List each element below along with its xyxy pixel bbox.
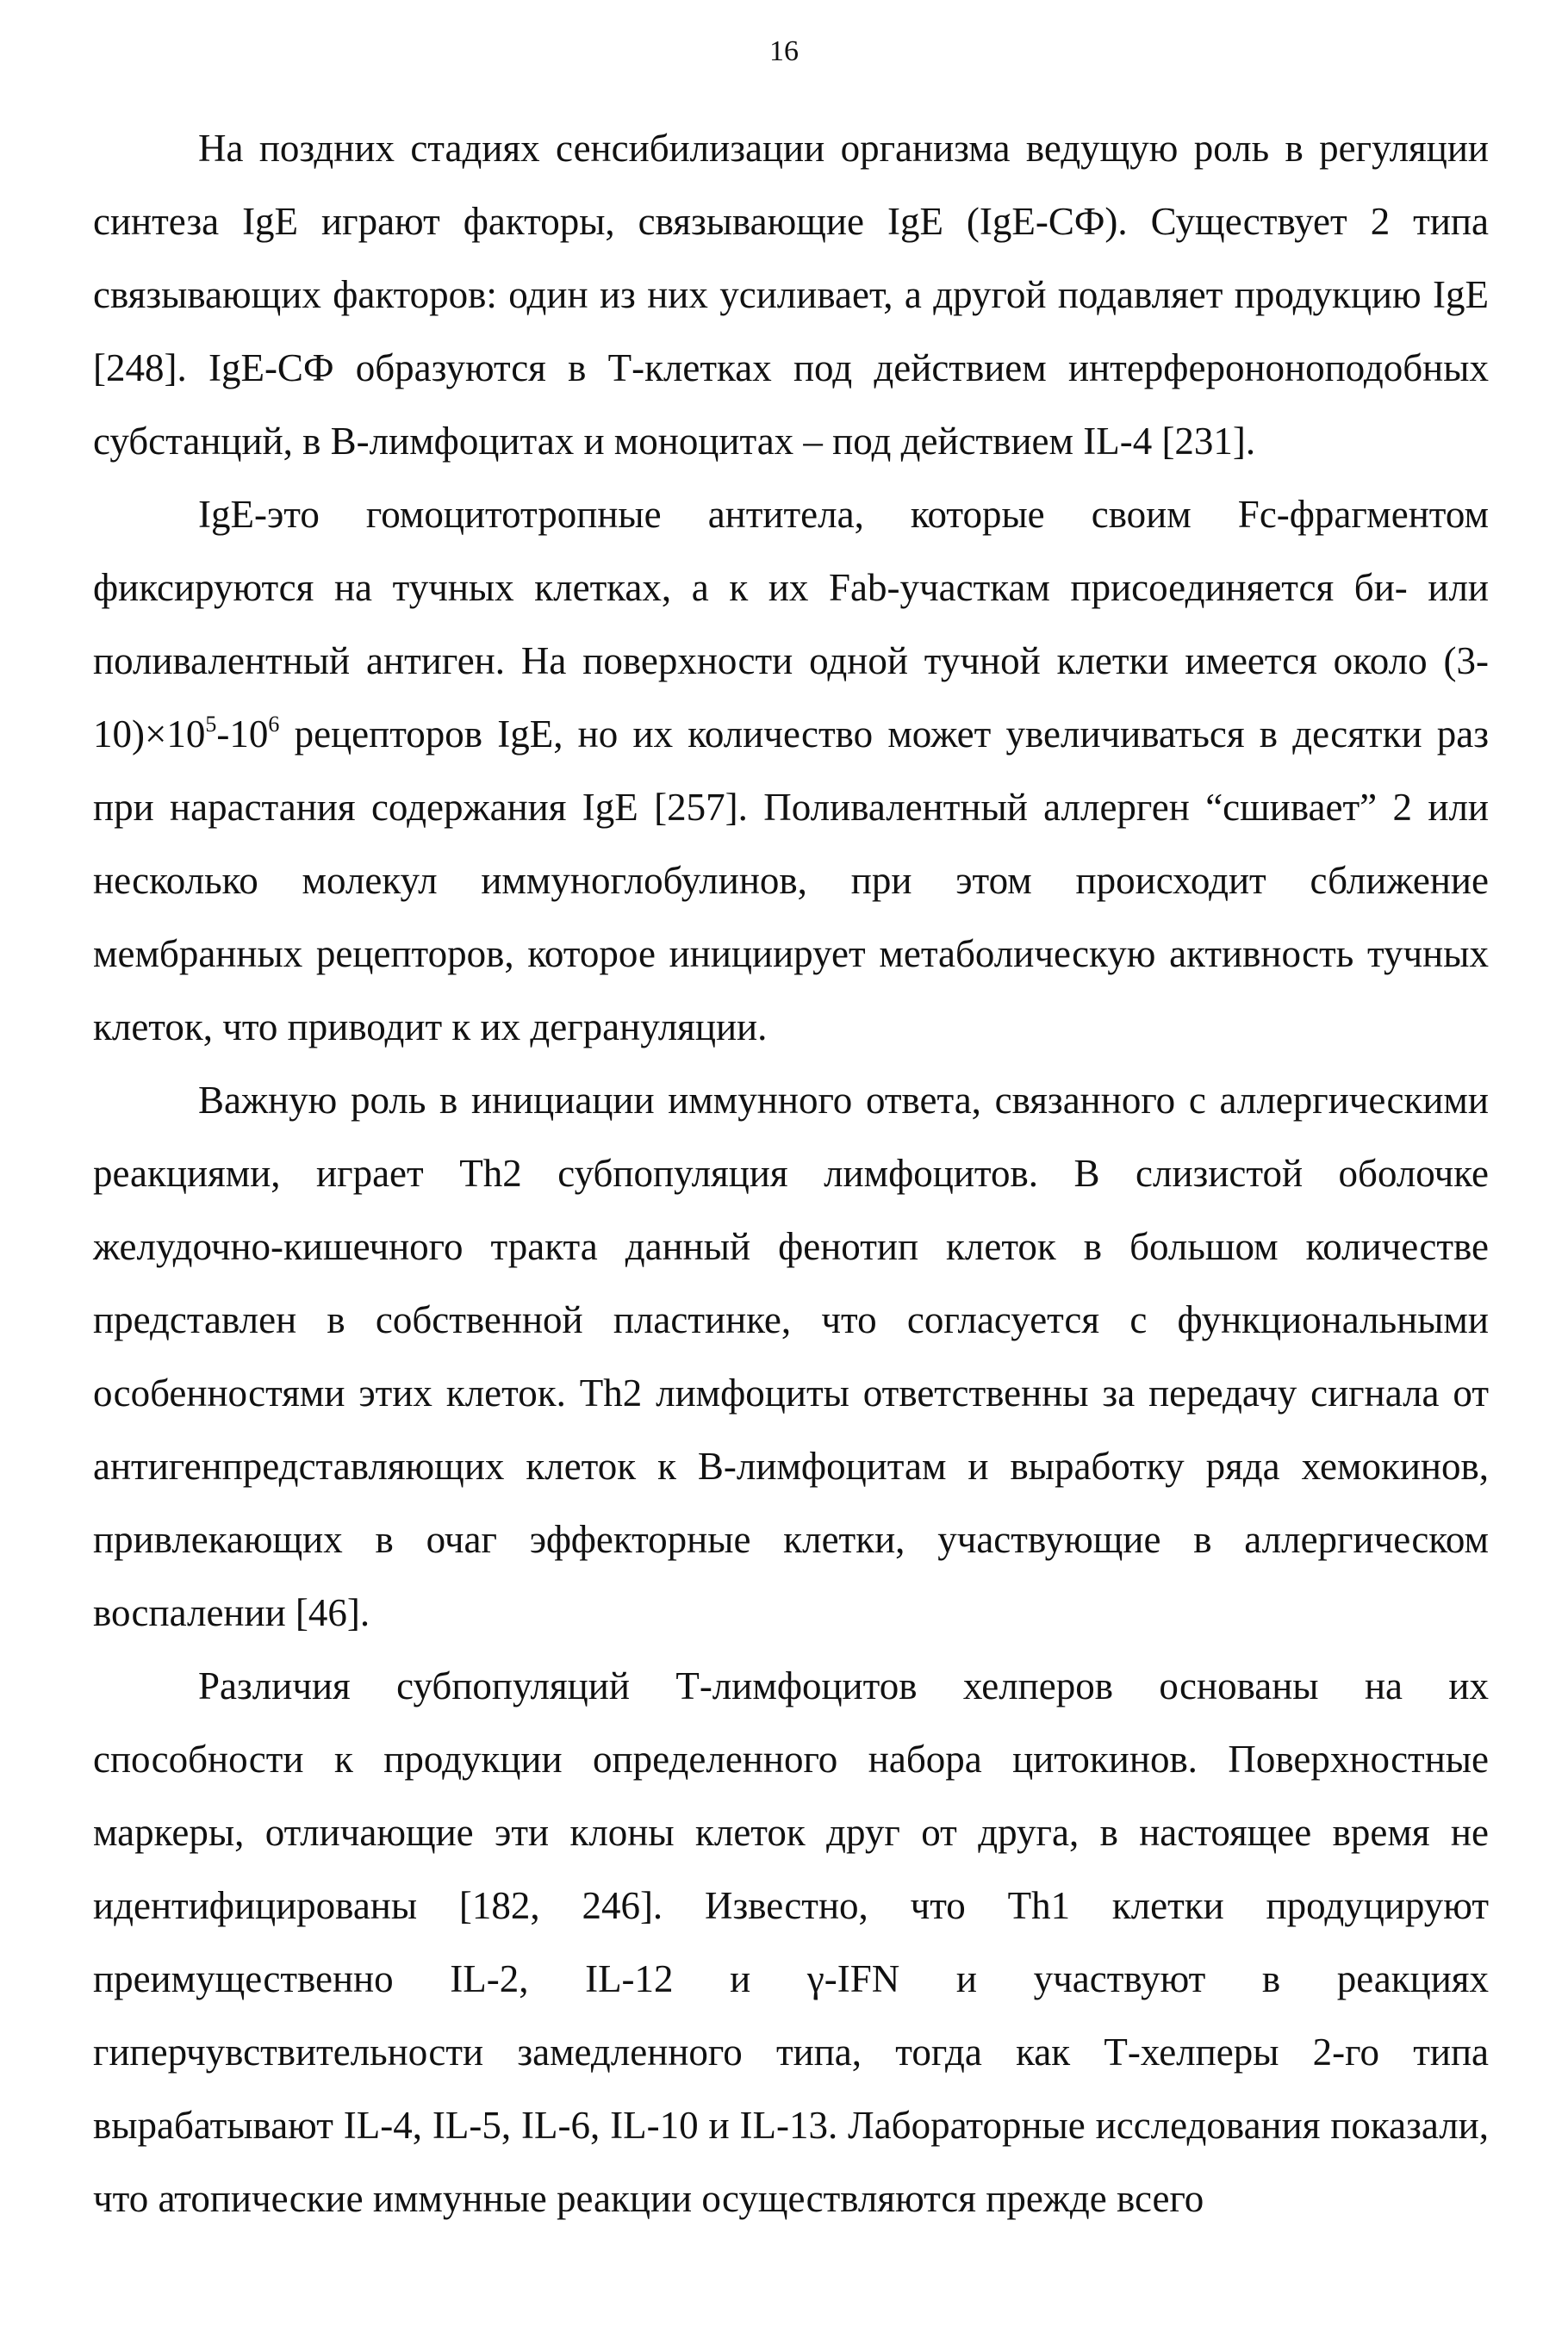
page-number: 16 <box>769 35 799 67</box>
paragraph <box>93 1064 1489 1650</box>
paragraph-text: -10 <box>216 712 269 756</box>
paragraph-text: На поздних стадиях сенсибилизации организма ведущую роль в регуляции синтеза IgE играют факторы, связывающие IgE (IgE-СФ). Существует 2 типа связывающих факторов: один из них усиливает, а другой подавляет продукцию IgE [248]. IgE-СФ образуются в Т-клетках под действием интерферононоподобных субстанций, в В-лимфоцитах и моноцитах – под действием IL-4 [231]. <box>93 127 1489 463</box>
paragraph <box>93 1650 1489 2236</box>
paragraph <box>93 478 1489 1064</box>
superscript: 6 <box>268 712 280 737</box>
body-text <box>93 112 1489 2236</box>
paragraph-text: Различия субпопуляций Т-лимфоцитов хелперов основаны на их способности к продукции определенного набора цитокинов. Поверхностные маркеры, отличающие эти клоны клеток друг от друга, в настоящее время не идентифицированы [182, 246]. Известно, что Th1 клетки продуцируют преимущественно IL-2, IL-12 и γ-IFN и участвуют в реакциях гиперчувствительности замедленного типа, тогда как Т-хелперы 2-го типа вырабатывают IL-4, IL-5, IL-6, IL-10 и IL-13. Лабораторные исследования показали, что атопические иммунные реакции осуществляются прежде всего <box>93 1664 1489 2220</box>
paragraph-text: Важную роль в инициации иммунного ответа, связанного с аллергическими реакциями, играет Th2 субпопуляция лимфоцитов. В слизистой оболочке желудочно-кишечного тракта данный фенотип клеток в большом количестве представлен в собственной пластинке, что согласуется с функциональными особенностями этих клеток. Th2 лимфоциты ответственны за передачу сигнала от антигенпредставляющих клеток к В-лимфоцитам и выработку ряда хемокинов, привлекающих в очаг эффекторные клетки, участвующие в аллергическом воспалении [46]. <box>93 1079 1489 1634</box>
paragraph-text: рецепторов IgE, но их количество может увеличиваться в десятки раз при нарастания содержания IgE [257]. Поливалентный аллерген “сшивает” 2 или несколько молекул иммуноглобулинов, при этом происходит сближение мембранных рецепторов, которое инициирует метаболическую активность тучных клеток, что приводит к их дегрануляции. <box>93 712 1489 1048</box>
paragraph <box>93 112 1489 478</box>
superscript: 5 <box>205 712 217 737</box>
paragraph-text: IgE-это гомоцитотропные антитела, которые своим Fc-фрагментом фиксируются на тучных клетках, а к их Fab-участкам присоединяется би- или поливалентный антиген. На поверхности одной тучной клетки имеется около (3-10)×10 <box>93 493 1489 756</box>
